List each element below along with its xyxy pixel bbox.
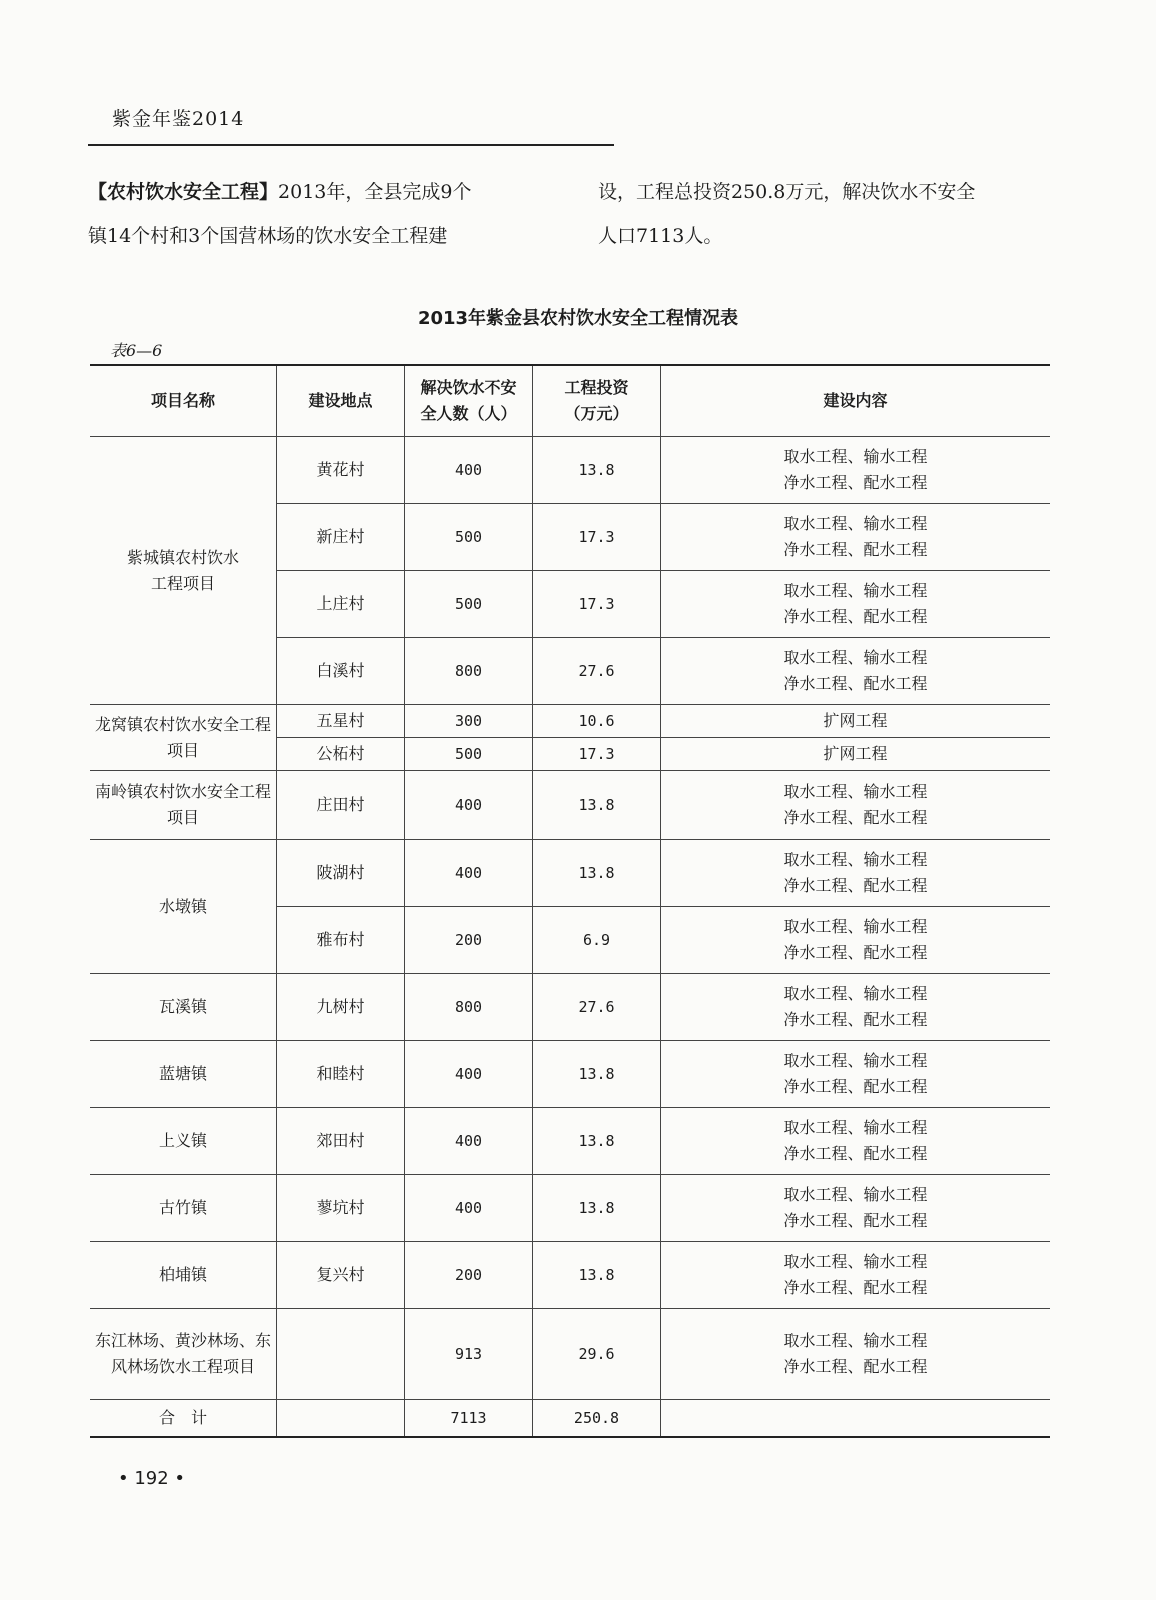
people-cell: 500 — [405, 571, 533, 638]
location-cell: 公柘村 — [277, 738, 405, 771]
location-cell: 雅布村 — [277, 907, 405, 974]
header-project-name: 项目名称 — [90, 365, 277, 437]
header-content: 建设内容 — [661, 365, 1051, 437]
investment-cell: 27.6 — [533, 974, 661, 1041]
investment-cell: 13.8 — [533, 1041, 661, 1108]
content-line: 净水工程、配水工程 — [783, 943, 928, 962]
project-cell: 东江林场、黄沙林场、东风林场饮水工程项目 — [90, 1309, 277, 1400]
project-cell: 龙窝镇农村饮水安全工程项目 — [90, 705, 277, 771]
people-cell: 200 — [405, 1242, 533, 1309]
people-cell: 200 — [405, 907, 533, 974]
total-people: 7113 — [405, 1400, 533, 1438]
table-number: 表6—6 — [110, 341, 163, 360]
people-cell: 400 — [405, 840, 533, 907]
content-line: 取水工程、输水工程 — [783, 782, 928, 801]
intro-right-column — [598, 170, 1066, 258]
total-row — [90, 1400, 1050, 1438]
content-line: 净水工程、配水工程 — [783, 1357, 928, 1376]
table-row — [90, 840, 1050, 907]
intro-text-line2: 镇14个村和3个国营林场的饮水安全工程建 — [88, 225, 448, 247]
location-cell: 上庄村 — [277, 571, 405, 638]
page-number: • 192 • — [118, 1468, 186, 1489]
investment-cell: 13.8 — [533, 1242, 661, 1309]
table-row — [90, 1309, 1050, 1400]
table-row — [90, 705, 1050, 738]
content-line: 取水工程、输水工程 — [783, 648, 928, 667]
content-cell — [661, 771, 1051, 840]
content-cell — [661, 907, 1051, 974]
intro-text-line3: 设，工程总投资250.8万元，解决饮水不安全 — [598, 181, 976, 203]
content-line: 净水工程、配水工程 — [783, 1010, 928, 1029]
investment-cell: 13.8 — [533, 1175, 661, 1242]
location-cell: 白溪村 — [277, 638, 405, 705]
content-cell — [661, 638, 1051, 705]
content-line: 取水工程、输水工程 — [783, 984, 928, 1003]
intro-text-line4: 人口7113人。 — [598, 225, 723, 247]
content-cell — [661, 1242, 1051, 1309]
content-line: 取水工程、输水工程 — [783, 850, 928, 869]
location-cell: 郊田村 — [277, 1108, 405, 1175]
location-cell: 复兴村 — [277, 1242, 405, 1309]
people-cell: 400 — [405, 1108, 533, 1175]
people-cell: 500 — [405, 738, 533, 771]
project-cell: 古竹镇 — [90, 1175, 277, 1242]
investment-cell: 13.8 — [533, 1108, 661, 1175]
table-row — [90, 437, 1050, 504]
content-cell — [661, 504, 1051, 571]
table-row — [90, 974, 1050, 1041]
intro-left-column — [88, 170, 556, 258]
investment-cell: 29.6 — [533, 1309, 661, 1400]
location-cell: 庄田村 — [277, 771, 405, 840]
location-cell: 和睦村 — [277, 1041, 405, 1108]
location-cell: 黄花村 — [277, 437, 405, 504]
content-cell — [661, 571, 1051, 638]
investment-cell: 17.3 — [533, 738, 661, 771]
investment-cell: 13.8 — [533, 771, 661, 840]
investment-cell: 27.6 — [533, 638, 661, 705]
content-line: 净水工程、配水工程 — [783, 1211, 928, 1230]
table-row — [90, 1175, 1050, 1242]
project-cell: 南岭镇农村饮水安全工程项目 — [90, 771, 277, 840]
table-row — [90, 771, 1050, 840]
content-line: 净水工程、配水工程 — [783, 1144, 928, 1163]
intro-title: 【农村饮水安全工程】 — [88, 181, 279, 203]
investment-cell: 13.8 — [533, 437, 661, 504]
content-line: 取水工程、输水工程 — [783, 581, 928, 600]
content-line: 取水工程、输水工程 — [783, 514, 928, 533]
people-cell: 800 — [405, 638, 533, 705]
location-cell: 新庄村 — [277, 504, 405, 571]
table-row — [90, 1041, 1050, 1108]
table-row — [90, 1108, 1050, 1175]
table-title: 2013年紫金县农村饮水安全工程情况表 — [417, 308, 739, 329]
total-investment: 250.8 — [533, 1400, 661, 1438]
header-people — [405, 365, 533, 437]
content-cell — [661, 1309, 1051, 1400]
people-cell: 913 — [405, 1309, 533, 1400]
content-line: 取水工程、输水工程 — [783, 1331, 928, 1350]
content-cell: 扩网工程 — [661, 705, 1051, 738]
project-cell: 柏埔镇 — [90, 1242, 277, 1309]
location-cell — [277, 1309, 405, 1400]
people-cell: 400 — [405, 771, 533, 840]
header-people-line2: 全人数（人） — [420, 404, 517, 423]
location-cell: 陂湖村 — [277, 840, 405, 907]
content-line: 取水工程、输水工程 — [783, 1252, 928, 1271]
content-cell — [661, 1175, 1051, 1242]
header-investment-line2: （万元） — [564, 404, 629, 423]
location-cell: 九树村 — [277, 974, 405, 1041]
header-investment-line1: 工程投资 — [564, 378, 629, 397]
project-cell: 紫城镇农村饮水工程项目 — [90, 437, 277, 705]
total-location-cell — [277, 1400, 405, 1438]
investment-cell: 10.6 — [533, 705, 661, 738]
content-line: 取水工程、输水工程 — [783, 1118, 928, 1137]
content-line: 净水工程、配水工程 — [783, 607, 928, 626]
running-head: 紫金年鉴2014 — [112, 108, 245, 130]
header-rule — [88, 144, 614, 146]
investment-cell: 17.3 — [533, 571, 661, 638]
content-cell — [661, 1108, 1051, 1175]
content-line: 净水工程、配水工程 — [783, 876, 928, 895]
investment-cell: 17.3 — [533, 504, 661, 571]
content-line: 净水工程、配水工程 — [783, 473, 928, 492]
total-label: 合 计 — [90, 1400, 277, 1438]
content-line: 取水工程、输水工程 — [783, 917, 928, 936]
content-line: 净水工程、配水工程 — [783, 540, 928, 559]
people-cell: 400 — [405, 1041, 533, 1108]
content-cell — [661, 974, 1051, 1041]
project-cell: 上义镇 — [90, 1108, 277, 1175]
content-line: 净水工程、配水工程 — [783, 808, 928, 827]
content-cell — [661, 437, 1051, 504]
header-location: 建设地点 — [277, 365, 405, 437]
content-line: 取水工程、输水工程 — [783, 447, 928, 466]
content-line: 净水工程、配水工程 — [783, 674, 928, 693]
water-project-table — [90, 364, 1050, 1438]
project-cell: 瓦溪镇 — [90, 974, 277, 1041]
content-cell: 扩网工程 — [661, 738, 1051, 771]
investment-cell: 13.8 — [533, 840, 661, 907]
project-cell: 水墩镇 — [90, 840, 277, 974]
header-people-line1: 解决饮水不安 — [420, 378, 517, 397]
location-cell: 五星村 — [277, 705, 405, 738]
investment-cell: 6.9 — [533, 907, 661, 974]
location-cell: 蓼坑村 — [277, 1175, 405, 1242]
content-line: 净水工程、配水工程 — [783, 1077, 928, 1096]
content-cell — [661, 1041, 1051, 1108]
table-header-row — [90, 365, 1050, 437]
content-line: 取水工程、输水工程 — [783, 1051, 928, 1070]
header-investment — [533, 365, 661, 437]
people-cell: 400 — [405, 1175, 533, 1242]
people-cell: 300 — [405, 705, 533, 738]
content-cell — [661, 840, 1051, 907]
total-content-cell — [661, 1400, 1051, 1438]
project-cell: 蓝塘镇 — [90, 1041, 277, 1108]
people-cell: 500 — [405, 504, 533, 571]
intro-text-line1: 2013年，全县完成9个 — [278, 181, 472, 203]
people-cell: 400 — [405, 437, 533, 504]
content-line: 净水工程、配水工程 — [783, 1278, 928, 1297]
people-cell: 800 — [405, 974, 533, 1041]
content-line: 取水工程、输水工程 — [783, 1185, 928, 1204]
table-row — [90, 1242, 1050, 1309]
